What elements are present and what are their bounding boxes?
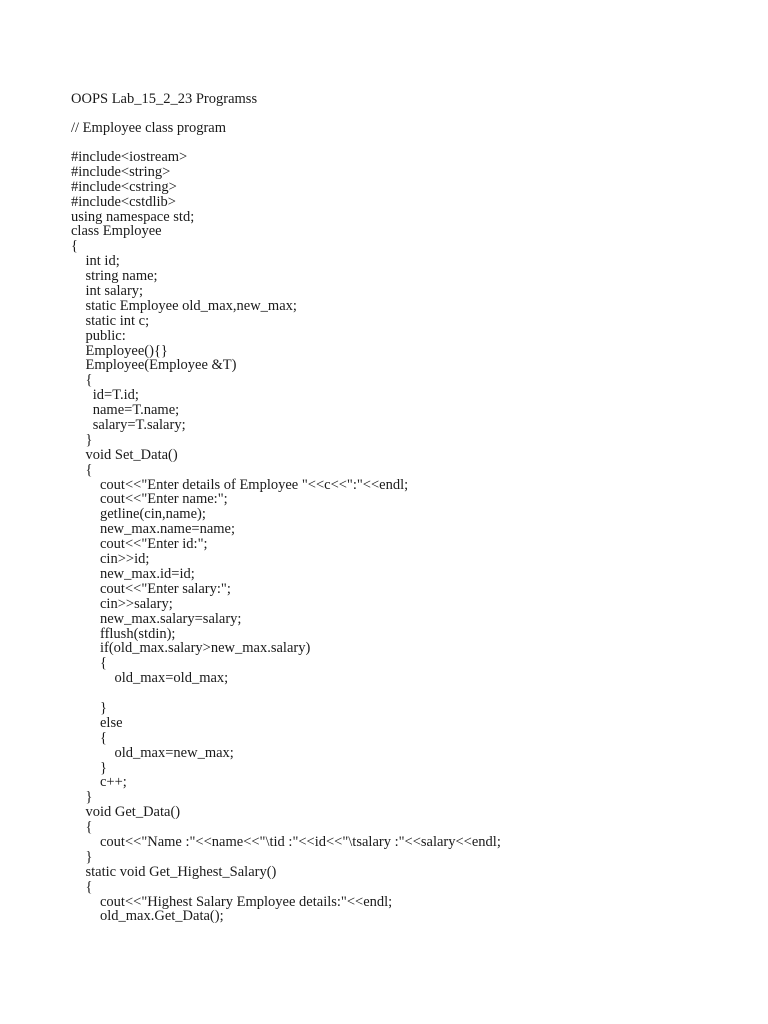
code-line: int salary;	[71, 283, 144, 300]
code-line: }	[71, 848, 93, 865]
code-line	[71, 686, 501, 701]
code-line: }	[71, 789, 93, 806]
code-line: public:	[71, 327, 126, 344]
code-line: new_max.id=id;	[71, 565, 195, 582]
code-line: if(old_max.salary>new_max.salary)	[71, 640, 311, 657]
code-line: int id;	[71, 253, 120, 270]
code-line: {	[71, 878, 93, 895]
code-line: c++;	[71, 774, 127, 791]
code-line: #include<cstring>	[71, 178, 177, 195]
code-line: void Get_Data()	[71, 804, 181, 821]
document-title: OOPS Lab_15_2_23 Programss	[71, 91, 258, 107]
code-line: }	[71, 759, 107, 776]
code-line: }	[71, 431, 93, 448]
code-line: #include<iostream>	[71, 149, 188, 165]
code-line: getline(cin,name);	[71, 506, 206, 523]
code-line: using namespace std;	[71, 208, 195, 225]
code-line: cin>>id;	[71, 551, 150, 568]
code-line: static void Get_Highest_Salary()	[71, 863, 277, 880]
code-line: void Set_Data()	[71, 446, 178, 463]
code-block	[71, 150, 501, 924]
code-line: else	[71, 714, 123, 731]
code-line: id=T.id;	[71, 387, 139, 404]
code-line: static Employee old_max,new_max;	[71, 297, 297, 314]
code-line: {	[71, 238, 78, 255]
code-line: {	[71, 655, 107, 672]
code-line: class Employee	[71, 223, 162, 240]
code-line: cout<<"Enter salary:";	[71, 580, 231, 597]
code-line: old_max=new_max;	[71, 744, 234, 761]
code-line: cout<<"Enter id:";	[71, 536, 208, 553]
code-line: Employee(Employee &T)	[71, 357, 237, 374]
code-line: new_max.salary=salary;	[71, 610, 242, 627]
code-line: {	[71, 819, 93, 836]
code-line: cout<<"Enter name:";	[71, 491, 228, 508]
code-line: new_max.name=name;	[71, 521, 236, 538]
code-line: #include<string>	[71, 163, 171, 180]
code-line: name=T.name;	[71, 402, 180, 419]
code-line: cout<<"Name :"<<name<<"\tid :"<<id<<"\tsalary :"<<salary<<endl;	[71, 833, 501, 850]
code-line: string name;	[71, 268, 158, 285]
code-line: {	[71, 729, 107, 746]
code-line: cin>>salary;	[71, 595, 173, 612]
code-comment: // Employee class program	[71, 120, 227, 136]
code-line: {	[71, 372, 93, 389]
code-line: #include<cstdlib>	[71, 193, 176, 210]
code-line: old_max.Get_Data();	[71, 908, 224, 925]
code-line: Employee(){}	[71, 342, 168, 359]
code-line: static int c;	[71, 312, 150, 329]
code-line: }	[71, 699, 107, 716]
code-line: old_max=old_max;	[71, 670, 229, 687]
code-line: salary=T.salary;	[71, 417, 186, 434]
code-line: cout<<"Enter details of Employee "<<c<<":"<<endl;	[71, 476, 409, 493]
code-line: cout<<"Highest Salary Employee details:"<<endl;	[71, 893, 393, 910]
code-line: {	[71, 461, 93, 478]
code-line: fflush(stdin);	[71, 625, 176, 642]
